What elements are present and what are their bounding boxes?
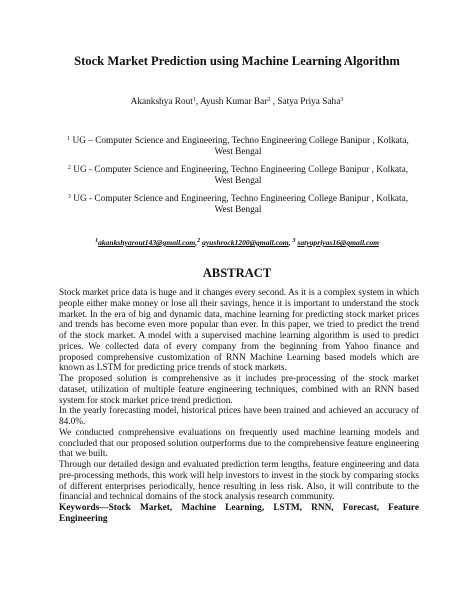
affiliation (58, 165, 418, 187)
author-name: Satya Priya Saha (277, 97, 341, 107)
abstract-heading: ABSTRACT (202, 266, 272, 280)
abstract-paragraph: Through our detailed design and evaluated prediction term lengths, feature engineering and data pre-processing methods, this work will help investors to invest in the stock by comparing stocks of different enterprises periodically, hence resulting in less risk. Also, it will contribute to the financial and technical domains of the stock analysis research community. (59, 460, 419, 503)
affiliation-text: UG - Computer Science and Engineering, Techno Engineering College Banipur , Kolkata, West Bengal (73, 194, 409, 215)
email-mark: 2 (197, 238, 201, 244)
keywords-line: Keywords—Stock Market, Machine Learning, LSTM, RNN, Forecast, Feature Engineering (59, 503, 419, 524)
affiliation (58, 136, 418, 158)
email-link[interactable]: ayushrock1200@gmail.com (202, 238, 289, 247)
email-line: $^1$akankshyarout143@gmail.com,$^2$ ayushrock1200@gmail.com, $^3$ satyapriyas16@gmail.com (94, 238, 380, 247)
author-mark: 1 (192, 97, 196, 103)
abstract-paragraph: In the yearly forecasting model, historical prices have been trained and achieved an accuracy of 84.0%. (59, 406, 419, 427)
author-name: Akankshya Rout (130, 97, 193, 107)
author-mark: 3 (340, 97, 344, 103)
affiliation-text: UG – Computer Science and Engineering, Techno Engineering College Banipur , Kolkata, West Bengal (72, 136, 409, 157)
affiliation-mark: 3 (67, 194, 71, 200)
author-name: Ayush Kumar Bar (200, 97, 268, 107)
abstract-paragraph: We conducted comprehensive evaluations on frequently used machine learning models and concluded that our proposed solution outperforms due to the comprehensive feature engineering that we built. (59, 427, 419, 460)
email-mark: 3 (292, 238, 296, 244)
author-line: Akankshya Rout$^1$, Ayush Kumar Bar$^2$ , Satya Priya Saha$^3$ (130, 97, 344, 107)
paper-title: Stock Market Prediction using Machine Learning Algorithm (74, 54, 400, 68)
affiliation-mark: 2 (67, 165, 71, 171)
affiliation-text: UG - Computer Science and Engineering, Techno Engineering College Banipur , Kolkata, West Bengal (73, 165, 409, 186)
email-link[interactable]: akankshyarout143@gmail.com (97, 238, 196, 247)
affiliation (58, 194, 418, 216)
abstract-paragraph: Stock market price data is huge and it changes every second. As it is a complex system in which people either make money or lose all their savings, hence it is important to understand the stock market. In the era of big and dynamic data, machine learning for predicting stock market prices and trends has become even more popular than ever. In this paper, we tried to predict the trend of the stock market. A model with a supervised machine learning algorithm is used to predict prices. We collected data of every company from the beginning from Yahoo finance and proposed comprehensive customization of RNN Machine Learning based models which are known as LSTM for predicting price trends of stock markets. (59, 288, 419, 374)
abstract-paragraph: The proposed solution is comprehensive as it includes pre-processing of the stock market dataset, utilization of multiple feature engineering techniques, combined with an RNN based system for stock market price trend prediction. (59, 374, 419, 406)
email-mark: 1 (94, 238, 98, 244)
email-link[interactable]: satyapriyas16@gmail.com (297, 238, 380, 247)
author-mark: 2 (267, 97, 271, 103)
affiliation-mark: 1 (67, 136, 71, 142)
abstract-body (59, 288, 419, 525)
